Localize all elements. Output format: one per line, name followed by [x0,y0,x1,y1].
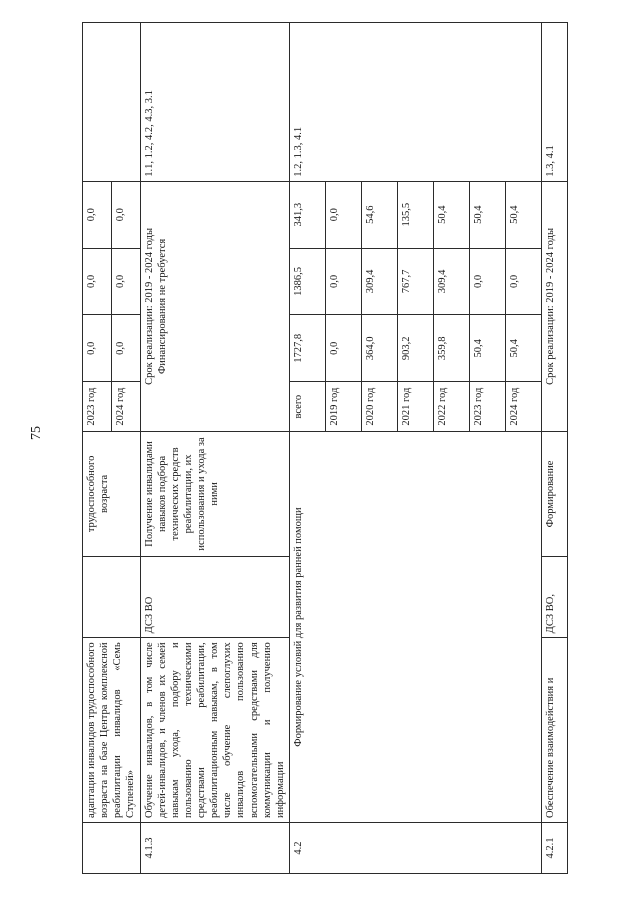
value-regional: 0,0 [83,181,112,248]
term-and-financing [140,181,289,431]
program-table [82,22,568,874]
value-federal: 0,0 [83,248,112,315]
table-row [83,23,112,874]
table-row [289,23,325,874]
year-label: 2022 год [433,382,469,432]
row-number: 4.2.1 [541,823,567,874]
year-label: 2021 год [397,382,433,432]
indicators: 1.3, 4.1 [541,23,567,182]
indicators [83,23,141,182]
year-label: 2023 год [469,382,505,432]
activity-name: адаптации инвалидов трудоспособного возраста на базе Центра комплексной реабилитации инвалидов «Семь Ступеней» [83,638,141,823]
value-total: 50,4 [469,315,505,382]
value-regional: 50,4 [469,181,505,248]
value-federal: 1386,5 [289,248,325,315]
value-regional: 50,4 [433,181,469,248]
value-federal: 309,4 [433,248,469,315]
year-label: 2023 год [83,382,112,432]
value-total: 364,0 [361,315,397,382]
executor: ДСЗ ВО [140,556,289,638]
executor: ДСЗ ВО, [541,556,567,638]
term-text: Срок реализации: 2019 - 2024 годы [143,227,155,385]
value-federal: 309,4 [361,248,397,315]
year-label: 2024 год [505,382,541,432]
table-row [140,23,289,874]
row-number: 4.1.3 [140,823,289,874]
year-label: всего [289,382,325,432]
value-federal: 0,0 [111,248,140,315]
expected-result: Формирование [541,432,567,557]
value-total: 50,4 [505,315,541,382]
rotated-page [82,22,556,874]
value-regional: 0,0 [325,181,361,248]
year-label: 2019 год [325,382,361,432]
activity-name: Обучение инвалидов, в том числе детей-инвалидов, и членов их семей навыкам ухода, подбору и пользованию техническими средствами реабилитации, реабилитационным навыкам, в том числе обучение слепоглухих инвалидов пользованию вспомогательными средствами для коммуникации и получению информации [140,638,289,823]
value-regional: 50,4 [505,181,541,248]
value-total: 0,0 [83,315,112,382]
table-row [541,23,567,874]
indicators: 1.2, 1.3, 4.1 [289,23,541,182]
value-regional: 0,0 [111,181,140,248]
page-number: 75 [29,426,44,440]
executor [83,556,141,638]
value-regional: 54,6 [361,181,397,248]
value-regional: 135,5 [397,181,433,248]
value-total: 0,0 [111,315,140,382]
value-total: 1727,8 [289,315,325,382]
value-total: 0,0 [325,315,361,382]
year-label: 2020 год [361,382,397,432]
term-text: Срок реализации: 2019 - 2024 годы [541,181,567,431]
value-federal: 0,0 [469,248,505,315]
value-federal: 767,7 [397,248,433,315]
value-total: 903,2 [397,315,433,382]
value-regional: 341,3 [289,181,325,248]
year-label: 2024 год [111,382,140,432]
rotated-table-container [82,22,556,874]
value-federal: 0,0 [505,248,541,315]
expected-result: трудоспособного возраста [83,432,141,557]
row-number: 4.2 [289,823,541,874]
activity-name: Формирование условий для развития ранней помощи [289,432,541,823]
activity-name: Обеспечение взаимодействия и [541,638,567,823]
value-federal: 0,0 [325,248,361,315]
value-total: 359,8 [433,315,469,382]
expected-result: Получение инвалидами навыков подбора технических средств реабилитации, их использования и ухода за ними [140,432,289,557]
financing-text: Финансирования не требуется [156,238,168,375]
indicators: 1.1, 1.2, 4.2, 4.3, 3.1 [140,23,289,182]
row-number [83,823,141,874]
